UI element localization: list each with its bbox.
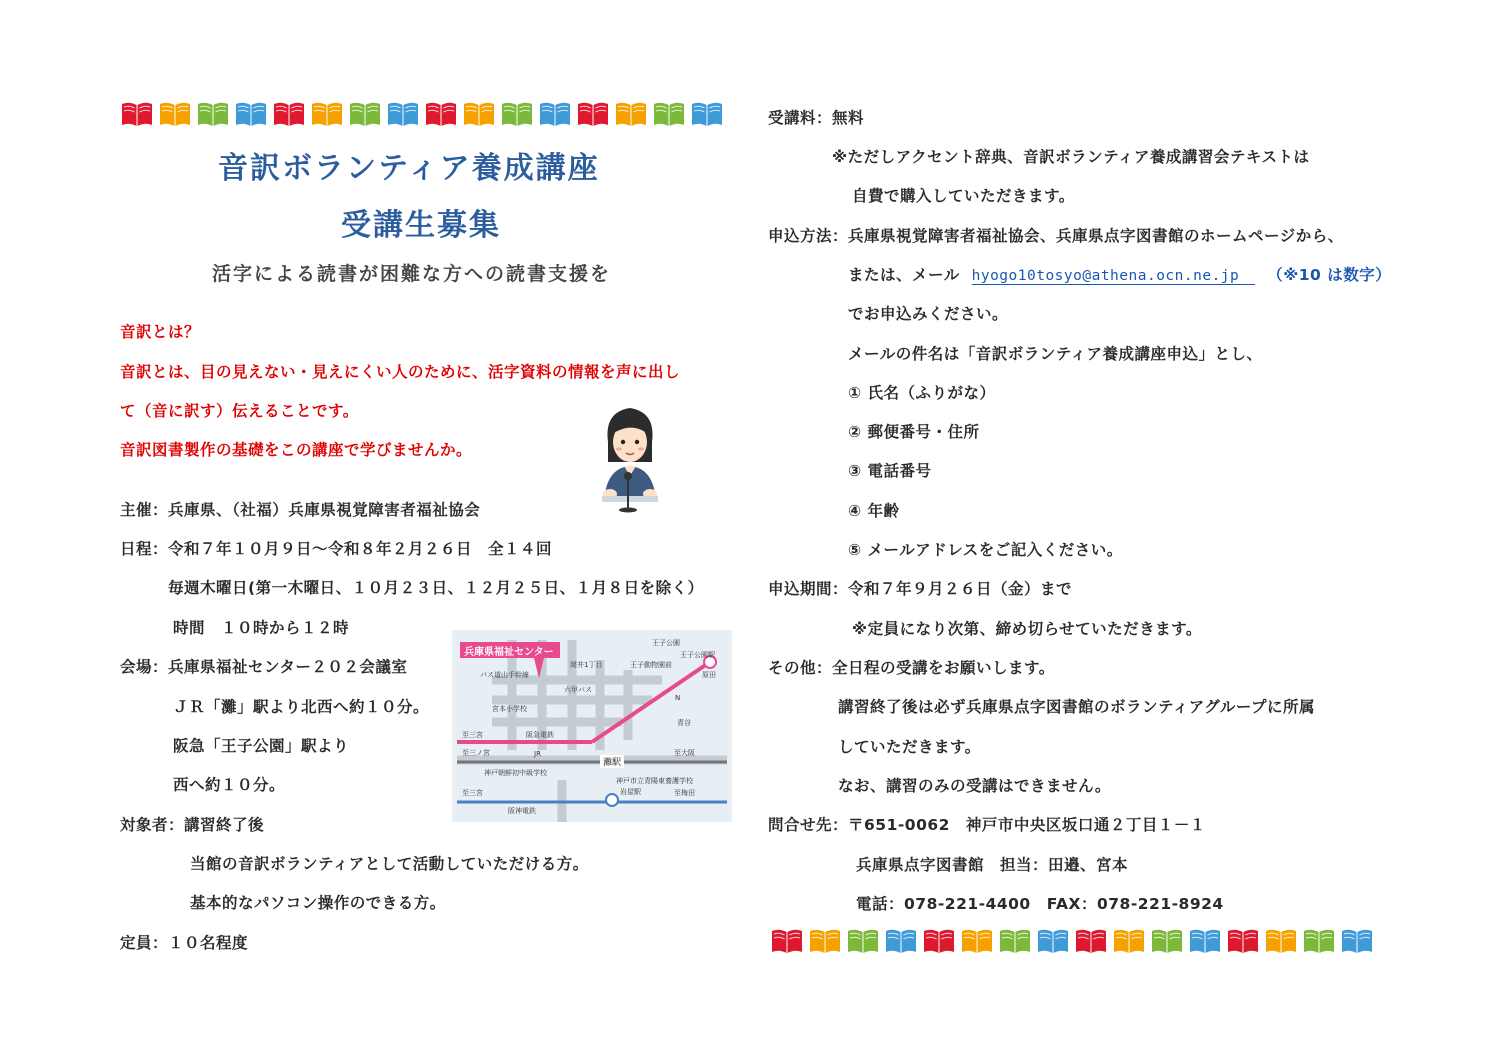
fee: 受講料：無料 (768, 109, 865, 127)
book-icon (999, 928, 1031, 954)
book-icon (691, 101, 723, 127)
map-label: 灘駅 (600, 755, 624, 768)
apply-2: でお申込みください。 (848, 305, 1009, 323)
target-1: 当館の音訳ボランティアとして活動していただける方。 (190, 855, 589, 873)
map-label: 至大阪 (674, 749, 695, 757)
book-icon (501, 101, 533, 127)
book-icon (1075, 928, 1107, 954)
book-icon (1341, 928, 1373, 954)
narrator-illustration (598, 402, 662, 516)
book-decoration-bottom (771, 928, 1373, 954)
host: 主催：兵庫県、（社福）兵庫県視覚障害者福祉協会 (120, 501, 481, 519)
email-link[interactable]: hyogo10tosyo@athena.ocn.ne.jp (972, 268, 1256, 285)
capacity: 定員：１０名程度 (120, 934, 249, 952)
contact: 問合せ先：〒651-0062 神戸市中央区坂口通２丁目１－１ (768, 816, 1206, 834)
map-center-label: 兵庫県福祉センター (464, 647, 554, 658)
item-age: ④ 年齢 (848, 502, 900, 520)
map-label: N (675, 694, 681, 702)
apply-period: 申込期間：令和７年９月２６日（金）まで (768, 580, 1073, 598)
map-label: 六甲バス (564, 686, 592, 694)
book-icon (1265, 928, 1297, 954)
book-icon (771, 928, 803, 954)
book-icon (1227, 928, 1259, 954)
item-phone: ③ 電話番号 (848, 462, 932, 480)
book-icon (349, 101, 381, 127)
access-hankyu-2: 西へ約１０分。 (173, 776, 286, 794)
book-icon (961, 928, 993, 954)
item-email: ⑤ メールアドレスをご記入ください。 (848, 541, 1123, 559)
venue: 会場：兵庫県福祉センター２０２会議室 (120, 658, 408, 676)
book-icon (387, 101, 419, 127)
book-icon (1037, 928, 1069, 954)
subtitle: 活字による読書が困難な方への読書支援を (212, 263, 612, 285)
other-3: なお、講習のみの受講はできません。 (838, 777, 1111, 795)
what-line-1: 音訳とは、目の見えない・見えにくい人のために、活字資料の情報を声に出し (120, 363, 681, 381)
map-label: 神戸市立青陽東養護学校 (616, 777, 693, 785)
contact-3: 電話：078-221-4400 FAX：078-221-8924 (856, 895, 1224, 913)
contact-2: 兵庫県点字図書館 担当：田邉、宮本 (856, 856, 1129, 874)
book-decoration-top (121, 101, 723, 127)
map-label: 至梅田 (674, 789, 695, 797)
book-icon (885, 928, 917, 954)
apply-period-note: ※定員になり次第、締め切らせていただきます。 (852, 620, 1202, 638)
access-jr: ＪＲ「灘」駅より北西へ約１０分。 (173, 698, 430, 716)
book-icon (615, 101, 647, 127)
book-icon (577, 101, 609, 127)
book-icon (653, 101, 685, 127)
apply-3: メールの件名は「音訳ボランティア養成講座申込」とし、 (848, 345, 1263, 363)
email-note: （※10 は数字） (1267, 266, 1392, 284)
map-label: 青谷 (677, 719, 691, 727)
other-1: 講習終了後は必ず兵庫県点字図書館のボランティアグループに所属 (838, 698, 1316, 716)
apply-mail-prefix: または、メール (848, 266, 960, 284)
other: その他：全日程の受講をお願いします。 (768, 659, 1055, 677)
book-icon (235, 101, 267, 127)
book-icon (1303, 928, 1335, 954)
schedule: 日程：令和７年１０月９日～令和８年２月２６日 全１４回 (120, 540, 553, 558)
map-label: 王子公園 (652, 639, 680, 647)
fee-note-2: 自費で購入していただきます。 (852, 187, 1075, 205)
apply-method: 申込方法：兵庫県視覚障害者福祉協会、兵庫県点字図書館のホームページから、 (768, 227, 1344, 245)
title-line-1: 音訳ボランティア養成講座 (218, 151, 600, 186)
fee-note-1: ※ただしアクセント辞典、音訳ボランティア養成講習会テキストは (832, 148, 1310, 166)
book-icon (121, 101, 153, 127)
map-label: JR (534, 750, 541, 758)
target-2: 基本的なパソコン操作のできる方。 (190, 894, 446, 912)
title-line-2: 受講生募集 (341, 208, 501, 243)
what-line-3: 音訳図書製作の基礎をこの講座で学びませんか。 (120, 441, 473, 459)
book-icon (539, 101, 571, 127)
book-icon (425, 101, 457, 127)
book-icon (809, 928, 841, 954)
book-icon (1189, 928, 1221, 954)
access-map (452, 630, 732, 822)
item-name: ① 氏名（ふりがな） (848, 384, 996, 402)
book-icon (197, 101, 229, 127)
book-icon (1113, 928, 1145, 954)
map-label: 岡井1丁目 (570, 661, 603, 669)
item-address: ② 郵便番号・住所 (848, 423, 980, 441)
other-2: していただきます。 (838, 738, 981, 756)
target: 対象者：講習終了後 (120, 816, 265, 834)
map-label: 至三宮 (462, 731, 483, 739)
map-label: 至三宮 (462, 789, 483, 797)
map-label: 阪急電鉄 (526, 731, 554, 739)
book-icon (923, 928, 955, 954)
map-label: バス道山手幹線 (480, 671, 529, 679)
map-label: 神戸朝鮮初中級学校 (484, 769, 547, 777)
map-label: 阪神電鉄 (508, 807, 536, 815)
book-icon (1151, 928, 1183, 954)
access-hankyu: 阪急「王子公園」駅より (173, 737, 350, 755)
book-icon (159, 101, 191, 127)
what-heading: 音訳とは？ (120, 323, 201, 341)
apply-mail-line (848, 263, 1391, 285)
map-label: 岩屋駅 (620, 788, 641, 796)
map-label: 原田 (702, 671, 716, 679)
schedule-detail: 毎週木曜日(第一木曜日、１０月２３日、１２月２５日、１月８日を除く） (168, 579, 704, 597)
time: 時間 １０時から１２時 (173, 619, 350, 637)
map-label: 至三ノ宮 (462, 749, 490, 757)
book-icon (311, 101, 343, 127)
book-icon (463, 101, 495, 127)
book-icon (273, 101, 305, 127)
what-line-2: て（音に訳す）伝えることです。 (120, 402, 359, 420)
map-label: 王子動物園前 (630, 661, 672, 669)
book-icon (847, 928, 879, 954)
map-label: 宮本小学校 (492, 705, 527, 713)
map-label: 王子公園駅 (680, 651, 715, 659)
